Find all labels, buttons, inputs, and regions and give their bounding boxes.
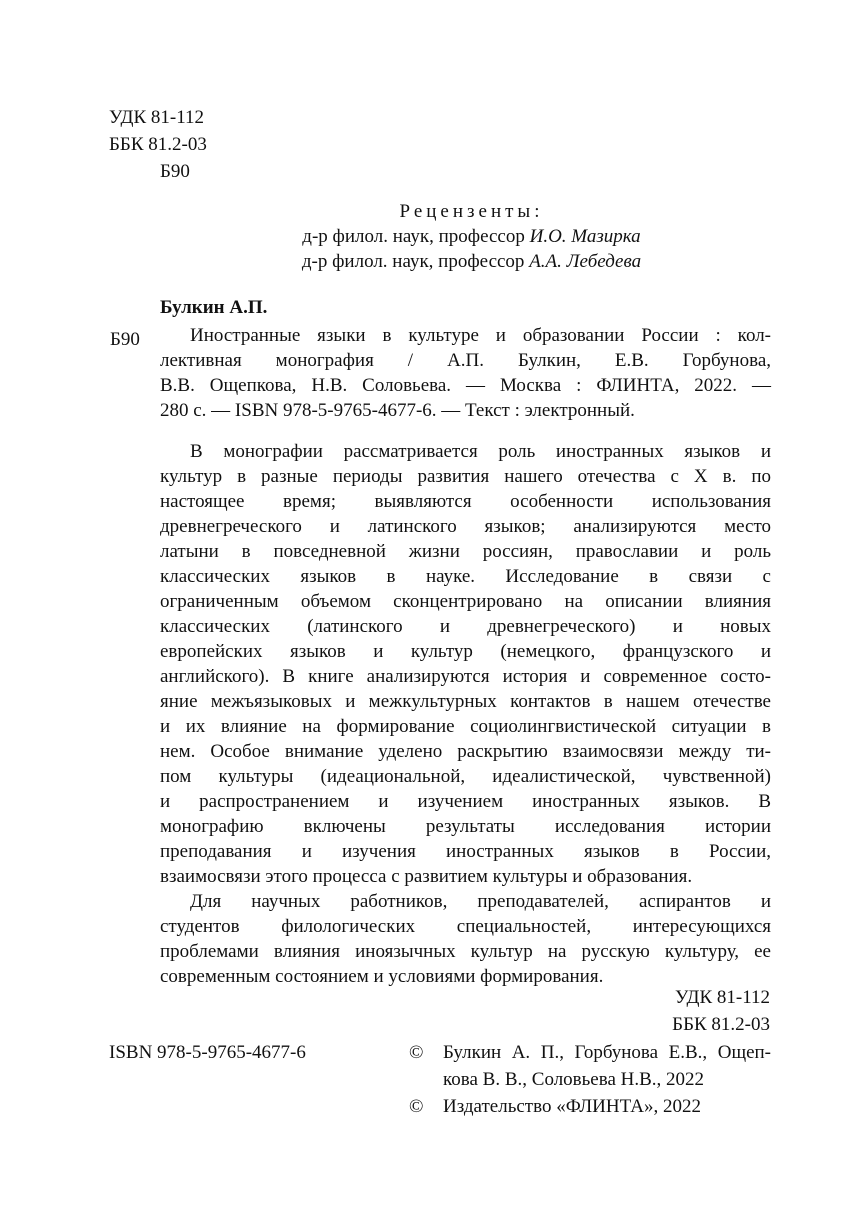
abstract-line: латыни в повседневной жизни россиян, православии и роль [160,541,771,562]
abstract-line: студентов филологических специальностей, интересующихся [160,916,771,937]
bbk-code-bottom: ББК 81.2-03 [672,1014,770,1035]
copyright-icon: © [409,1042,424,1063]
author-sign: Б90 [160,161,190,182]
copyright-publisher [409,1094,771,1121]
abstract-line: европейских языков и культур (немецкого, французского и [160,641,771,662]
copyright-text: Булкин А. П., Горбунова Е.В., Ощеп- [443,1042,771,1063]
abstract-line: ограниченным объемом сконцентрировано на описании влияния [160,591,771,612]
abstract-line: и распространением и изучением иностранных языков. В [160,791,771,812]
bib-line: лективная монография / А.П. Булкин, Е.В. Горбунова, [160,350,771,371]
abstract-line: пом культуры (идеациональной, идеалистической, чувственной) [160,766,771,787]
bbk-code: ББК 81.2-03 [109,134,207,155]
abstract-line: и их влияние на формирование социолингвистической ситуации в [160,716,771,737]
reviewers-title: Рецензенты: [399,201,544,222]
abstract-line: взаимосвязи этого процесса с развитием культуры и образования. [160,866,693,887]
copyright-authors [409,1040,771,1067]
abstract-line: классических языков в науке. Исследование в связи с [160,566,771,587]
abstract-line: нем. Особое внимание уделено раскрытию взаимосвязи между ти- [160,741,771,762]
reviewers-block [0,199,863,274]
udk-code: УДК 81-112 [109,107,205,128]
abstract-line: настоящее время; выявляются особенности использования [160,491,771,512]
abstract [160,439,771,989]
bib-line: 280 с. — ISBN 978-5-9765-4677-6. — Текст : электронный. [160,400,635,421]
copyright-block [409,1040,771,1121]
abstract-line: культур в разные периоды развития нашего отечества с X в. по [160,466,771,487]
classification-codes-bottom [672,985,770,1039]
abstract-line: Для научных работников, преподавателей, аспирантов и [190,891,771,912]
copyright-icon: © [409,1096,424,1117]
reviewer-name: И.О. Мазирка [529,226,641,247]
copyright-authors-cont [409,1067,771,1094]
abstract-line: монографию включены результаты исследования истории [160,816,771,837]
isbn: ISBN 978-5-9765-4677-6 [109,1042,306,1063]
reviewer-name: А.А. Лебедева [529,251,642,272]
reviewer-degree: д-р филол. наук, профессор [302,226,530,247]
abstract-line: В монографии рассматривается роль иностранных языков и [190,441,771,462]
abstract-line: классических (латинского и древнегреческого) и новых [160,616,771,637]
reviewer-2 [80,249,863,274]
abstract-line: преподавания и изучения иностранных языков в России, [160,841,771,862]
bib-line: В.В. Ощепкова, Н.В. Соловьева. — Москва : ФЛИНТА, 2022. — [160,375,771,396]
abstract-line: проблемами влияния иноязычных культур на русскую культуру, ее [160,941,771,962]
abstract-line: древнегреческого и латинского языков; анализируются место [160,516,771,537]
abstract-line: современным состоянием и условиями формирования. [160,966,604,987]
bibliography-label: Б90 [110,329,140,350]
copyright-text: Издательство «ФЛИНТА», 2022 [443,1096,701,1117]
author-heading: Булкин А.П. [160,297,268,318]
bib-line: Иностранные языки в культуре и образовании России : кол- [190,325,771,346]
udk-code-bottom: УДК 81-112 [674,987,770,1008]
abstract-line: яние межъязыковых и межкультурных контактов в нашем отечестве [160,691,771,712]
reviewer-degree: д-р филол. наук, профессор [301,251,530,272]
copyright-text: кова В. В., Соловьева Н.В., 2022 [443,1069,705,1090]
abstract-line: английского). В книге анализируются история и современное состо- [160,666,771,687]
classification-codes [109,105,207,186]
reviewer-1 [80,224,863,249]
bibliographic-description [160,323,771,423]
